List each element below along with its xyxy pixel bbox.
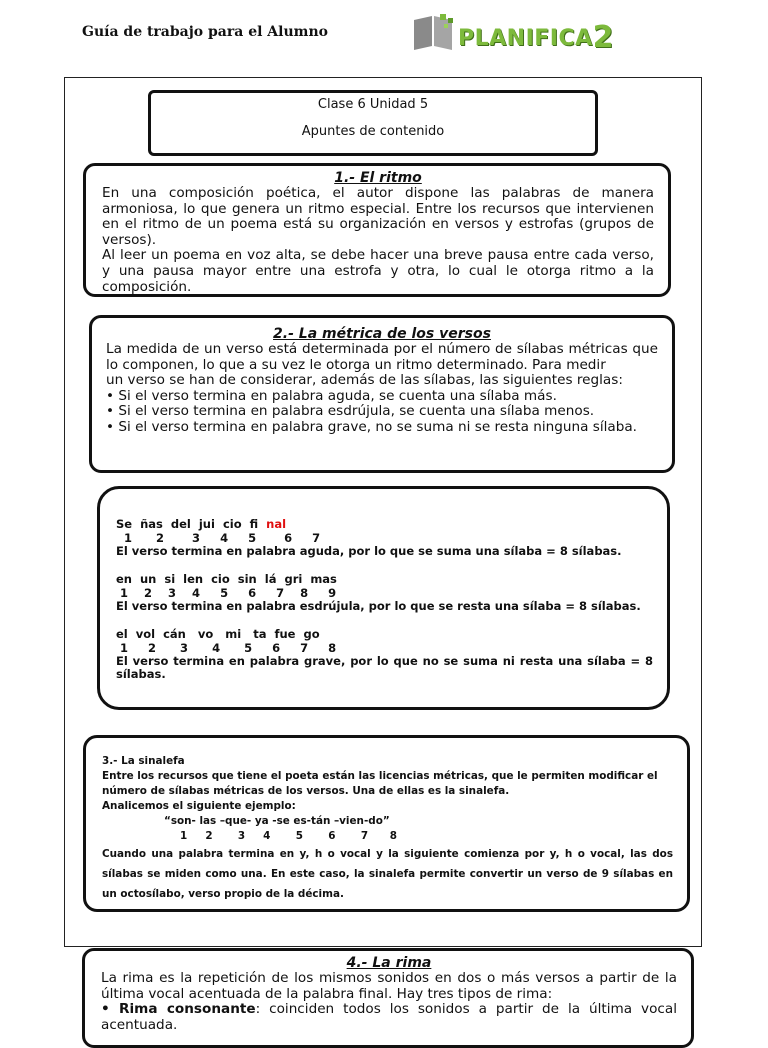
rhyme-type-item: • Rima consonante: coinciden todos los sonidos a partir de la última vocal acentuada. xyxy=(101,1001,677,1033)
section-sinalefa xyxy=(83,735,690,912)
highlighted-syllable: nal xyxy=(266,517,287,531)
example-grave xyxy=(116,627,653,681)
syllable-row: Se ñas del jui cio fi nal xyxy=(116,517,287,531)
content-notes-label: Apuntes de contenido xyxy=(301,124,445,139)
paragraph: La rima es la repetición de los mismos sonidos en dos o más versos a partir de la última vocal acentuada de la palabra final. Hay tres tipos de rima: xyxy=(101,970,677,1002)
class-title-box xyxy=(148,90,598,156)
section-title: 2.- La métrica de los versos xyxy=(273,326,491,342)
rule-item: • Si el verso termina en palabra esdrújula, se cuenta una sílaba menos. xyxy=(106,403,595,420)
syllable-count-row: 1 2 3 4 5 6 7 8 9 xyxy=(116,586,337,600)
example-esdrujula xyxy=(116,572,653,613)
section-title: 3.- La sinalefa xyxy=(102,755,185,767)
example-note: El verso termina en palabra grave, por lo que no se suma ni resta una sílaba = 8 sílabas. xyxy=(116,654,653,681)
section-rhyme xyxy=(82,948,694,1048)
example-verse: “son- las –que- ya -se es-tán –vien-do” xyxy=(164,815,390,827)
syllable-count-row: 1 2 3 4 5 6 7 8 xyxy=(116,641,337,655)
rule-item: • Si el verso termina en palabra grave, no se suma ni se resta ninguna sílaba. xyxy=(106,418,637,435)
guide-title: Guía de trabajo para el Alumno xyxy=(82,24,328,40)
syllable-count-row: 1 2 3 4 5 6 7 xyxy=(116,531,321,545)
section-metrics xyxy=(89,315,675,473)
planifica-logo xyxy=(410,12,650,54)
section-rhythm xyxy=(83,163,671,297)
example-count-row: 1 2 3 4 5 6 7 8 xyxy=(180,830,398,842)
example-note: El verso termina en palabra aguda, por lo que se suma una sílaba = 8 sílabas. xyxy=(116,544,622,558)
example-note: El verso termina en palabra esdrújula, por lo que se resta una sílaba = 8 sílabas. xyxy=(116,599,641,613)
section-title: 1.- El ritmo xyxy=(334,170,422,186)
paragraph: un verso se han de considerar, además de las sílabas, las siguientes reglas: xyxy=(106,372,623,389)
class-unit-label: Clase 6 Unidad 5 xyxy=(317,97,429,112)
rhyme-type-label: • Rima consonante xyxy=(101,1001,256,1018)
rule-item: • Si el verso termina en palabra aguda, se cuenta una sílaba más. xyxy=(106,387,557,404)
syllable-row: en un si len cio sin lá gri mas xyxy=(116,572,337,586)
syllable-row: el vol cán vo mi ta fue go xyxy=(116,627,320,641)
example-aguda xyxy=(116,517,653,558)
logo-text: PLANIFICA2 xyxy=(458,20,615,55)
paragraph: Al leer un poema en voz alta, se debe hacer una breve pausa entre cada verso, y una pausa mayor entre una estrofa y otra, lo cual le otorga ritmo a la composición. xyxy=(102,247,654,295)
book-icon xyxy=(410,12,460,54)
paragraph: Cuando una palabra termina en y, h o vocal y la siguiente comienza por y, h o vocal, las dos sílabas se miden como una. En este caso, la sinalefa permite convertir un verso de 9 sílabas en un octosílabo, verso propio de la décima. xyxy=(102,848,673,900)
section-title: 4.- La rima xyxy=(346,955,432,971)
paragraph: Entre los recursos que tiene el poeta están las licencias métricas, que le permiten modificar el número de sílabas métricas de los versos. Una de ellas es la sinalefa. xyxy=(102,770,658,797)
paragraph: La medida de un verso está determinada por el número de sílabas métricas que lo componen, lo que a su vez le otorga un ritmo determinado. Para medir xyxy=(106,341,658,373)
paragraph: En una composición poética, el autor dispone las palabras de manera armoniosa, lo que genera un ritmo especial. Entre los recursos que intervienen en el ritmo de un poema está su organización en versos y estrofas (grupos de versos). xyxy=(102,185,654,248)
examples-box xyxy=(97,486,670,710)
paragraph: Analicemos el siguiente ejemplo: xyxy=(102,800,296,812)
